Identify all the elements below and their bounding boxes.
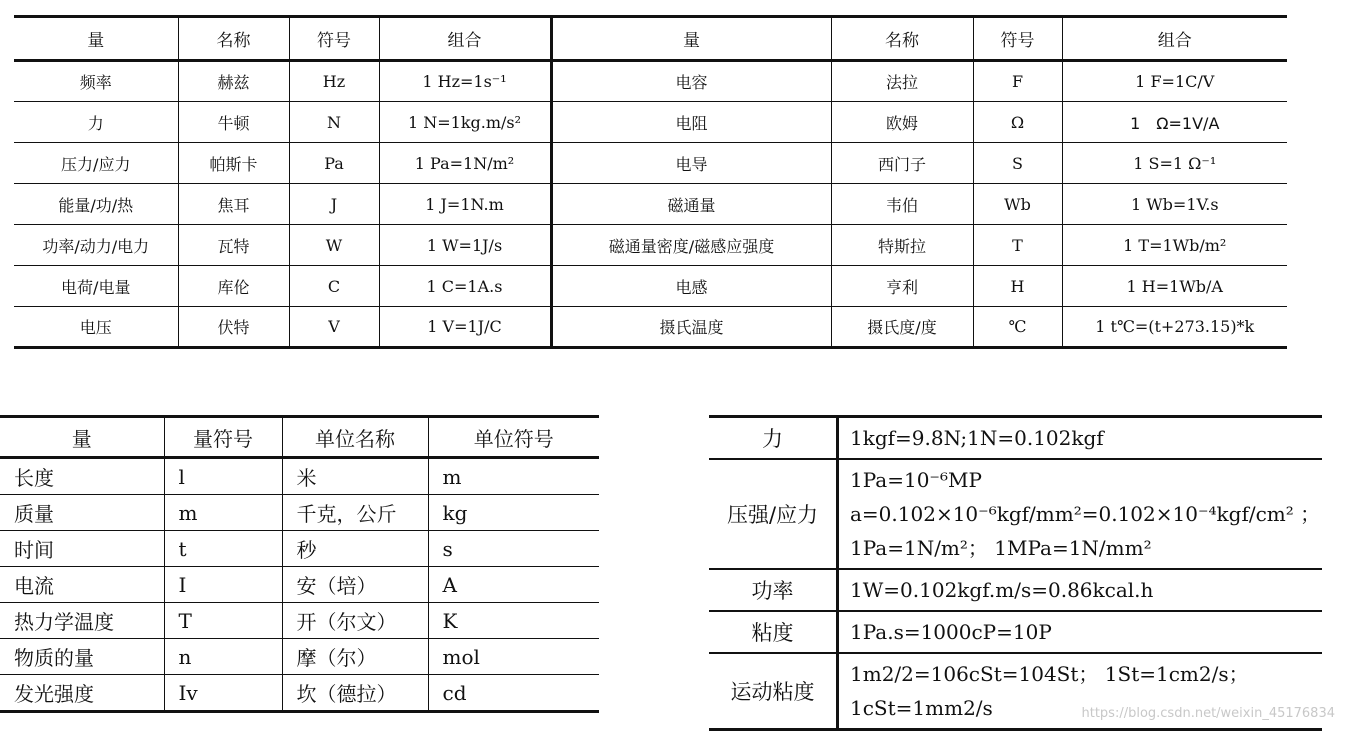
column-header: 单位符号 — [428, 417, 599, 458]
table-cell: C — [289, 266, 379, 307]
table-row — [709, 611, 1322, 653]
table-cell: 电流 — [0, 567, 164, 603]
table-cell: 1 V=1J/C — [379, 307, 551, 348]
table-cell: m — [164, 495, 282, 531]
table-cell: Iv — [164, 675, 282, 712]
table-cell: 韦伯 — [831, 184, 973, 225]
column-header: 量符号 — [164, 417, 282, 458]
table-cell: 压力/应力 — [14, 143, 178, 184]
si-derived-units-table — [14, 15, 1287, 349]
watermark: https://blog.csdn.net/weixin_45176834 — [1081, 706, 1335, 721]
table-cell: K — [428, 603, 599, 639]
table-cell: V — [289, 307, 379, 348]
table-cell: 牛顿 — [178, 102, 289, 143]
table-row — [0, 603, 599, 639]
table-cell: 1 t℃=(t+273.15)*k — [1095, 317, 1255, 336]
table-cell: 磁通量 — [551, 184, 831, 225]
table-cell: 质量 — [0, 495, 164, 531]
table-cell: 长度 — [0, 458, 164, 495]
table-header-row — [14, 17, 1287, 61]
table-cell: 1 S=1 Ω⁻¹ — [1062, 143, 1287, 184]
table-cell: 法拉 — [831, 61, 973, 102]
table-row — [0, 531, 599, 567]
table-cell: 1 H=1Wb/A — [1062, 266, 1287, 307]
table-cell: 1 C=1A.s — [379, 266, 551, 307]
table-cell: 功率/动力/电力 — [14, 225, 178, 266]
table-cell: 磁通量密度/磁感应强度 — [551, 225, 831, 266]
table-cell: 安（培） — [282, 567, 428, 603]
table-cell: 发光强度 — [0, 675, 164, 712]
table-cell: 摩（尔） — [282, 639, 428, 675]
table-cell: 瓦特 — [178, 225, 289, 266]
table-row — [709, 459, 1322, 569]
table-cell: 摄氏度/度 — [831, 307, 973, 348]
row-label: 功率 — [709, 569, 838, 611]
column-header: 量 — [0, 417, 164, 458]
table-row — [0, 567, 599, 603]
table-cell: m — [428, 458, 599, 495]
column-header: 符号 — [289, 17, 379, 61]
table-cell: 开（尔文） — [282, 603, 428, 639]
table-cell: 摄氏温度 — [551, 307, 831, 348]
table-cell: 1 Ω=1V/A — [1062, 102, 1287, 143]
table-row — [14, 266, 1287, 307]
table-cell: l — [164, 458, 282, 495]
table-row — [0, 675, 599, 712]
table-cell: I — [164, 567, 282, 603]
table-row — [0, 639, 599, 675]
table-cell: A — [428, 567, 599, 603]
table-cell: 1 J=1N.m — [379, 184, 551, 225]
column-header: 量 — [551, 17, 831, 61]
table-cell: 焦耳 — [178, 184, 289, 225]
table-cell: N — [289, 102, 379, 143]
table-cell: 1 Pa=1N/m² — [379, 143, 551, 184]
table-cell: 库伦 — [178, 266, 289, 307]
table-cell: 电阻 — [551, 102, 831, 143]
table-cell: s — [428, 531, 599, 567]
row-label: 运动粘度 — [709, 653, 838, 730]
column-header: 组合 — [379, 17, 551, 61]
table-cell: 1 Wb=1V.s — [1062, 184, 1287, 225]
table-cell: 赫兹 — [178, 61, 289, 102]
table-cell: 西门子 — [831, 143, 973, 184]
table-cell: 力 — [14, 102, 178, 143]
si-base-units-table — [0, 415, 599, 713]
table-cell: 频率 — [14, 61, 178, 102]
table-cell: W — [289, 225, 379, 266]
table-cell: 1 F=1C/V — [1062, 61, 1287, 102]
table-cell: 千克，公斤 — [282, 495, 428, 531]
table-cell: 物质的量 — [0, 639, 164, 675]
table-cell: 1 W=1J/s — [379, 225, 551, 266]
row-label: 粘度 — [709, 611, 838, 653]
column-header: 符号 — [973, 17, 1062, 61]
table-cell: 1 Hz=1s⁻¹ — [379, 61, 551, 102]
column-header: 名称 — [178, 17, 289, 61]
table-row — [0, 458, 599, 495]
table-cell: Ω — [973, 102, 1062, 143]
row-label: 力 — [709, 417, 838, 460]
table-cell: 欧姆 — [831, 102, 973, 143]
row-value — [838, 611, 1323, 653]
table-cell: 能量/功/热 — [14, 184, 178, 225]
table-cell: F — [973, 61, 1062, 102]
table-cell: kg — [428, 495, 599, 531]
table-cell: cd — [442, 680, 467, 705]
table-cell: 电感 — [551, 266, 831, 307]
table-cell: 亨利 — [831, 266, 973, 307]
row-value — [838, 569, 1323, 611]
table-row — [14, 143, 1287, 184]
table-cell: 电压 — [14, 307, 178, 348]
table-cell: 帕斯卡 — [178, 143, 289, 184]
table-cell: 坎（德拉） — [282, 675, 428, 712]
table-row — [14, 61, 1287, 102]
table-cell: mol — [428, 639, 599, 675]
table-cell: 伏特 — [178, 307, 289, 348]
table-cell: 1 T=1Wb/m² — [1062, 225, 1287, 266]
table-row — [709, 569, 1322, 611]
table-cell: 电容 — [551, 61, 831, 102]
value-line: 1cSt=1mm2/s — [850, 696, 993, 720]
value-line: 1Pa.s=1000cP=10P — [850, 620, 1052, 644]
table-cell: 时间 — [0, 531, 164, 567]
table-cell: Hz — [289, 61, 379, 102]
column-header: 量 — [14, 17, 178, 61]
table-row — [0, 495, 599, 531]
table-cell: ℃ — [973, 307, 1062, 348]
value-line: 1m2/2=106cSt=104St； 1St=1cm2/s； — [850, 662, 1249, 686]
table-cell: 特斯拉 — [831, 225, 973, 266]
table-cell: 1 N=1kg.m/s² — [379, 102, 551, 143]
column-header: 单位名称 — [282, 417, 428, 458]
table-cell: Pa — [289, 143, 379, 184]
table-cell: T — [973, 225, 1062, 266]
value-line: 1kgf=9.8N;1N=0.102kgf — [850, 426, 1104, 450]
column-header: 名称 — [831, 17, 973, 61]
table-cell: n — [164, 639, 282, 675]
row-value — [838, 459, 1323, 569]
table-cell: J — [289, 184, 379, 225]
table-cell: 热力学温度 — [0, 603, 164, 639]
table-cell: Wb — [973, 184, 1062, 225]
table-cell: 米 — [282, 458, 428, 495]
table-cell: H — [973, 266, 1062, 307]
row-value — [838, 417, 1323, 460]
table-row — [14, 184, 1287, 225]
table-cell: t — [164, 531, 282, 567]
table-row — [14, 225, 1287, 266]
table-cell: 电导 — [551, 143, 831, 184]
table-cell: T — [164, 603, 282, 639]
table-header-row — [0, 417, 599, 458]
table-row — [709, 417, 1322, 460]
table-cell: 秒 — [282, 531, 428, 567]
table-cell: S — [973, 143, 1062, 184]
value-line: 1Pa=10⁻⁶MP — [850, 468, 982, 492]
value-line: a=0.102×10⁻⁶kgf/mm²=0.102×10⁻⁴kgf/cm² ； — [850, 502, 1321, 526]
table-cell: 电荷/电量 — [14, 266, 178, 307]
column-header: 组合 — [1062, 17, 1287, 61]
row-label: 压强/应力 — [709, 459, 838, 569]
table-row — [14, 102, 1287, 143]
table-row — [14, 307, 1287, 348]
value-line: 1Pa=1N/m²； 1MPa=1N/mm² — [850, 536, 1152, 560]
unit-conversion-table — [709, 415, 1322, 731]
value-line: 1W=0.102kgf.m/s=0.86kcal.h — [850, 578, 1154, 602]
